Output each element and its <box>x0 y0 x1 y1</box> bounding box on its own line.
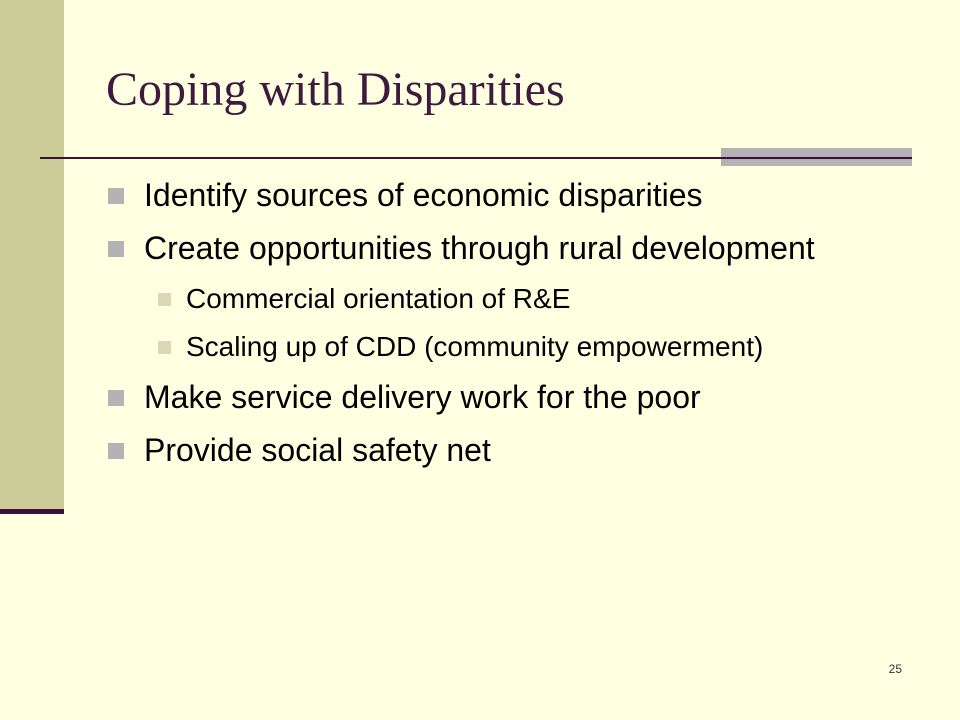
bullet-text: Create opportunities through rural development <box>144 230 815 266</box>
slide-number: 25 <box>888 662 902 676</box>
sub-bullet-text: Scaling up of CDD (community empowerment) <box>186 331 764 362</box>
bullet-item <box>108 431 908 469</box>
bullet-item <box>108 229 908 267</box>
sub-bullet-item <box>108 330 908 364</box>
bullet-item <box>108 176 908 214</box>
sub-bullet-text: Commercial orientation of R&E <box>186 283 571 314</box>
left-decorative-bar <box>0 0 64 512</box>
square-bullet-icon <box>108 390 124 406</box>
title-accent-rule <box>721 157 912 159</box>
bullet-item <box>108 378 908 416</box>
square-sub-bullet-icon <box>158 293 171 306</box>
slide-title: Coping with Disparities <box>106 63 565 116</box>
sub-bullet-item <box>108 282 908 316</box>
bullet-text: Make service delivery work for the poor <box>144 379 701 415</box>
bullet-list <box>108 176 908 484</box>
bullet-text: Provide social safety net <box>144 432 491 468</box>
square-bullet-icon <box>108 188 124 204</box>
bullet-text: Identify sources of economic disparities <box>144 177 703 213</box>
square-bullet-icon <box>108 241 124 257</box>
left-bar-rule <box>0 509 64 514</box>
square-bullet-icon <box>108 443 124 459</box>
square-sub-bullet-icon <box>158 341 171 354</box>
